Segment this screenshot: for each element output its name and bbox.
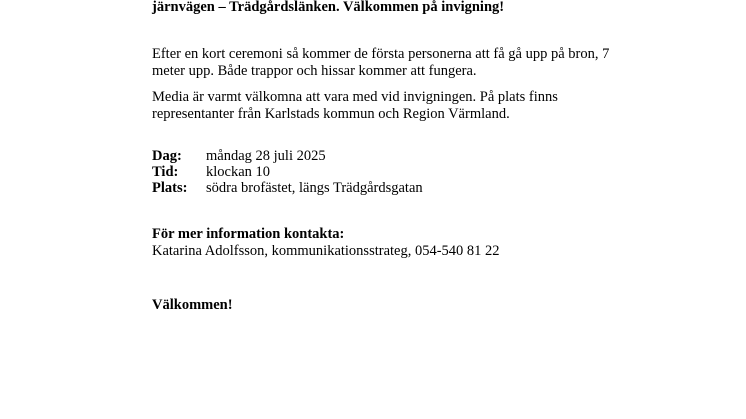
body-paragraph-media: Media är varmt välkomna att vara med vid invigningen. På plats finns representanter från Karlstads kommun och Region Värmland. [152, 89, 558, 122]
detail-row-place [152, 180, 423, 196]
contact-label: För mer information kontakta: [152, 226, 345, 242]
press-release-heading: järnvägen – Trädgårdslänken. Välkommen på invigning! [152, 0, 505, 15]
closing-text: Välkommen! [152, 297, 233, 313]
event-details [152, 148, 423, 196]
detail-label-place: Plats: [152, 180, 188, 196]
detail-label-time: Tid: [152, 164, 179, 180]
contact-value: Katarina Adolfsson, kommunikationsstrateg, 054-540 81 22 [152, 243, 500, 259]
detail-row-time [152, 164, 423, 180]
detail-row-day [152, 148, 423, 164]
detail-value-day: måndag 28 juli 2025 [206, 148, 326, 164]
contact-block [152, 226, 500, 260]
body-paragraph-ceremony: Efter en kort ceremoni så kommer de första personerna att få gå upp på bron, 7 meter upp. Både trappor och hissar kommer att fungera. [152, 46, 610, 79]
detail-value-time: klockan 10 [206, 164, 271, 180]
detail-label-day: Dag: [152, 148, 182, 164]
detail-value-place: södra brofästet, längs Trädgårdsgatan [206, 180, 423, 196]
